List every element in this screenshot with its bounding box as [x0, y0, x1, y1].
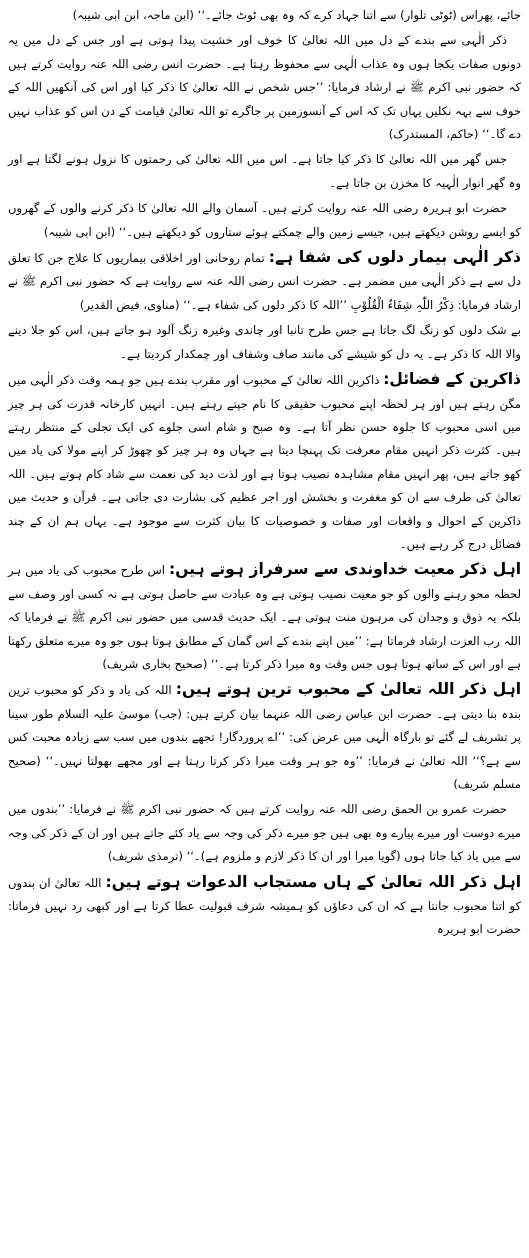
section-heading: ذاکرین کے فضائل: [383, 370, 521, 389]
paragraph-fear-of-allah [8, 29, 521, 146]
paragraph-divine-company [8, 558, 521, 676]
paragraph-text: اللہ کی یاد و ذکر کو محبوب ترین بندہ بنا دیتی ہے۔ حضرت ابن عباس رضی اللہ عنہما بیان کرتے ہیں: (جب) موسیٰ علیہ السلام طور سینا پر تشریف لے گئے تو بارگاہ الٰہی میں عرض کی: ’’اے پروردگار! تجھے بندوں میں سب سے زیادہ محبت کس سے ہے؟‘‘ اللہ تعالیٰ نے فرمایا: ’’وہ جو ہر وقت میرا ذکر کرتا رہتا ہے اور مجھے بھولتا نہیں۔‘‘ (صحیح مسلم شریف) [8, 683, 521, 791]
paragraph-accepted-prayers [8, 871, 521, 942]
paragraph-text: بے شک دلوں کو زنگ لگ جاتا ہے جس طرح تانبا اور چاندی وغیرہ زنگ آلود ہو جاتے ہیں، اس کو جلا دینے والا اللہ کا ذکر ہے۔ یہ دل کو شیشے کی مانند صاف وشفاف اور چمکدار کردیتا ہے۔ [8, 323, 521, 361]
paragraph-hadith-continuation [8, 4, 521, 27]
paragraph-text: ذاکرین اللہ تعالیٰ کے محبوب اور مقرب بندے ہیں جو ہمہ وقت ذکر الٰہی میں مگن رہتے ہیں اور ہر لحظہ اپنے محبوب حقیقی کا نام جپتے رہتے ہیں۔ انہیں کارخانہ قدرت کی ہر چیز میں اسی محبوب کا جلوہ حسن نظر آتا ہے۔ وہ صبح و شام اسی جلوے کی ایک تجلی کے منتظر رہتے ہیں۔ کثرت ذکر انہیں مقام معرفت تک پہنچا دیتا ہے جہاں وہ ہر چیز کو چھوڑ کر اپنے مولا کی یاد میں کھو جاتے ہیں، پھر انہیں مقام مشاہدہ نصیب ہوتا ہے اور لذت دید کی نعمت سے شاد کام ہوتے ہیں۔ اللہ تعالیٰ کی طرف سے ان کو مغفرت و بخشش اور اجر عظیم کی بشارت دی جاتی ہے۔ قرآن و حدیث میں ذاکرین کے احوال و واقعات اور صفات و خصوصیات کا بیان کثرت سے موجود ہے۔ یہاں ہم ان کے چند فضائل درج کر رہے ہیں۔ [8, 373, 521, 551]
paragraph-text: اس طرح محبوب کی یاد میں ہر لحظہ محو رہنے والوں کو جو معیت نصیب ہوتی ہے وہ عبادت سے حاصل ہوتی ہے نہ کسی اور وصف سے بلکہ یہ ذوق و وجدان کی مرہون منت ہوتی ہے۔ ایک حدیث قدسی میں حضور نبی اکرم ﷺ نے فرمایا کہ اللہ رب العزت ارشاد فرماتا ہے: ’’میں اپنے بندے کے اس گمان کے مطابق ہوتا ہوں جو وہ میرے متعلق رکھتا ہے اور اس کے ساتھ ہوتا ہوں جس وقت وہ میرا ذکر کرتا ہے۔‘‘ (صحیح بخاری شریف) [8, 563, 521, 671]
paragraph-most-beloved [8, 678, 521, 796]
paragraph-cure-of-hearts [8, 246, 521, 317]
paragraph-text: اللہ تعالیٰ ان بندوں کو اتنا محبوب جانتا ہے کہ ان کی دعاؤں کو ہمیشہ شرف قبولیت عطا کرتا ہے اور کبھی رد نہیں فرماتا: حضرت ابو ہریرہ [8, 875, 521, 937]
paragraph-text: تمام روحانی اور اخلاقی بیماریوں کا علاج جن کا تعلق دل سے ہے ذکر الٰہی میں مضمر ہے۔ حضرت انس رضی اللہ عنہ سے روایت ہے کہ حضور نبی اکرم ﷺ نے ارشاد فرمایا: ذِکْرُ اللّٰہِ شِفَاءُ الْقُلُوْبِ ’’اللہ کا ذکر دلوں کی شفاء ہے۔‘‘ (مناوی، فیض القدیر) [8, 251, 521, 312]
paragraph-text: جس گھر میں اللہ تعالیٰ کا ذکر کیا جاتا ہے۔ اس میں اللہ تعالیٰ کی رحمتوں کا نزول ہونے لگتا ہے اور وہ گھر انوار الٰہیہ کا مخزن بن جاتا ہے۔ [8, 152, 521, 190]
paragraph-house-of-zikr [8, 148, 521, 195]
section-heading: اہل ذکر اللہ تعالیٰ کے محبوب ترین ہوتے ہیں: [175, 680, 522, 699]
paragraph-text: جائے، پھراس (ٹوٹی تلوار) سے اتنا جہاد کرے کہ وہ بھی ٹوٹ جائے۔‘‘ (ابن ماجہ، ابن ابی شیبہ) [72, 8, 521, 22]
paragraph-text: حضرت عمرو بن الحمق رضی اللہ عنہ روایت کرتے ہیں کہ حضور نبی اکرم ﷺ نے فرمایا: ’’بندوں میں میرے دوست اور میرے پیارے وہ بھی ہیں جو میرے ذکر کی وجہ سے یاد کئے جاتے ہیں اور ان کے ذکر کی وجہ سے میں یاد کیا جاتا ہوں (گویا میرا اور ان کا ذکر لازم و ملزوم ہے)۔‘‘ (ترمذی شریف) [8, 802, 521, 864]
paragraph-rust-of-hearts [8, 319, 521, 366]
section-heading: ذکر الٰہی بیمار دلوں کی شفا ہے: [268, 248, 522, 267]
section-heading: اہل ذکر اللہ تعالیٰ کے ہاں مستجاب الدعوات ہوتے ہیں: [105, 872, 522, 891]
paragraph-virtues-of-zakireen [8, 368, 521, 556]
paragraph-text: حضرت ابو ہریرہ رضی اللہ عنہ روایت کرتے ہیں۔ آسمان والے اللہ تعالیٰ کا ذکر کرنے والوں کے گھروں کو ایسے روشن دیکھتے ہیں، جیسے زمین والے چمکتے ہوئے ستاروں کو دیکھتے ہیں۔‘‘ (ابن ابی شیبہ) [8, 201, 521, 239]
paragraph-amr-bin-hamiq-narration [8, 798, 521, 868]
section-heading: اہل ذکر معیت خداوندی سے سرفراز ہوتے ہیں: [169, 560, 522, 579]
paragraph-abu-hurairah-narration [8, 197, 521, 244]
paragraph-text: ذکر الٰہی سے بندے کے دل میں اللہ تعالیٰ کا خوف اور خشیت پیدا ہوتی ہے اور جس کے دل میں یہ دونوں صفات یکجا ہوں وہ عذاب الٰہی سے محفوظ رہتا ہے۔ حضرت انس رضی اللہ عنہ روایت کرتے ہیں کہ حضور نبی اکرم ﷺ نے ارشاد فرمایا: ’’جس شخص نے اللہ تعالیٰ کا ذکر کیا اور اس کی آنکھیں اللہ کے خوف سے بہہ نکلیں یہاں تک کہ اس کے آنسوزمین پر جاگرے تو اللہ تعالیٰ قیامت کے دن اس کو عذاب نہیں دے گا۔‘‘ (حاکم، المستدرک) [8, 33, 521, 142]
